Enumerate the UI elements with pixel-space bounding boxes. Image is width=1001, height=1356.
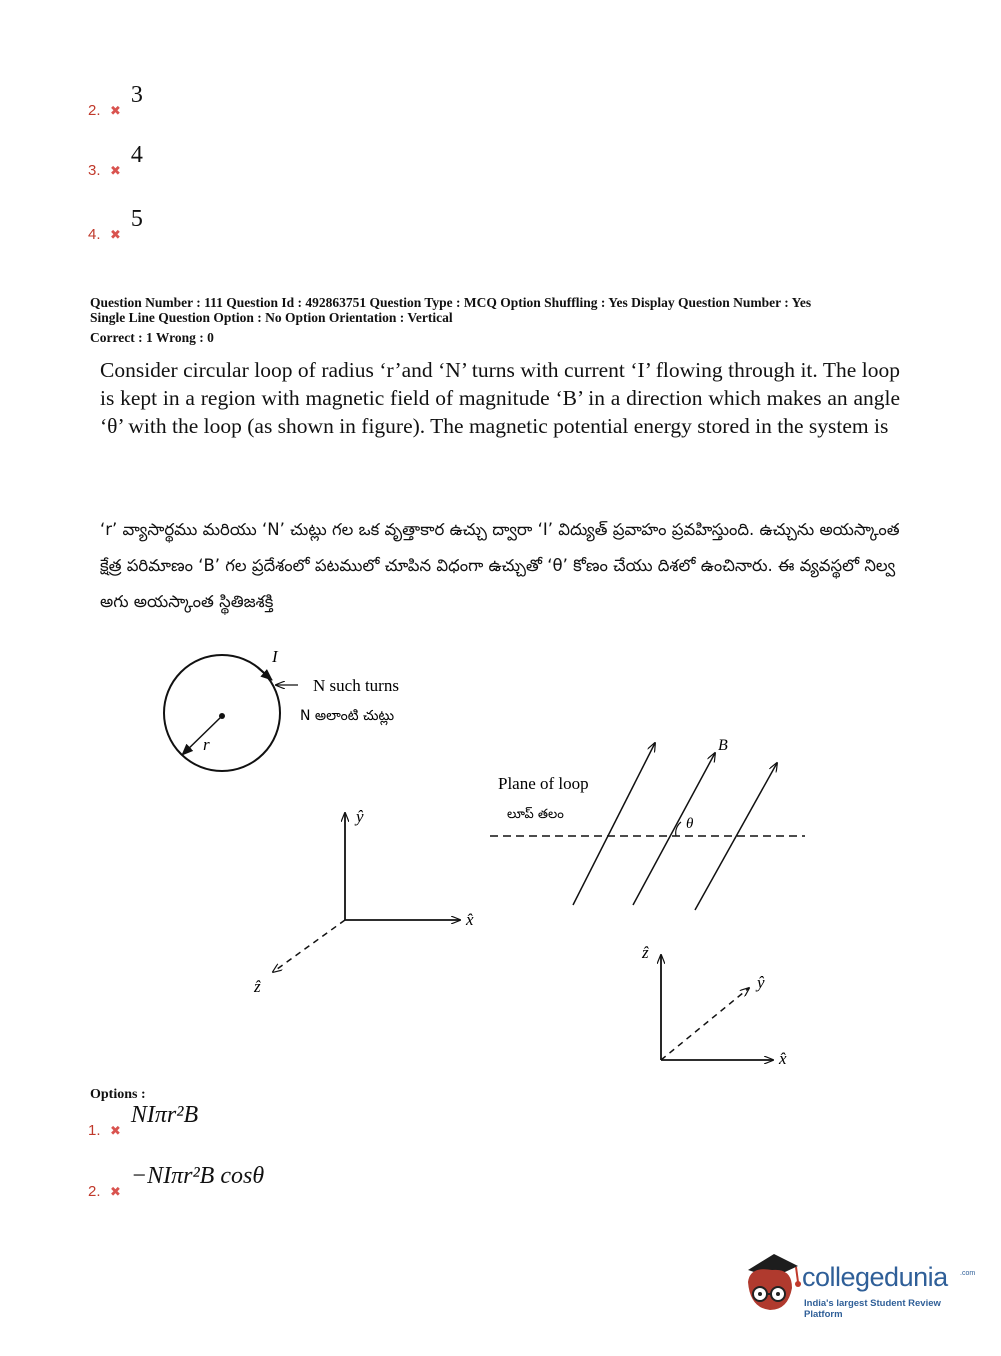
option-number: 3. [88,162,101,179]
wrong-cross-icon: ✖ [110,164,121,179]
question-meta-line2: Single Line Question Option : No Option Orientation : Vertical [90,310,453,325]
option-text: 4 [130,142,143,168]
option-2[interactable] [88,1163,265,1200]
logo-suffix: .com [960,1270,976,1277]
wrong-cross-icon: ✖ [110,228,121,243]
right-axes [641,943,787,1068]
question-meta-line1: Question Number : 111 Question Id : 492863751 Question Type : MCQ Option Shuffling : Yes Display Question Number : Yes [90,295,812,310]
z2-axis-label: ẑ [642,943,649,962]
options-label: Options : [90,1087,146,1102]
question-text-telugu: ‘r’ వ్యాసార్థము మరియు ‘N’ చుట్లు గల ఒక వృత్తాకార ఉచ్చు ద్వారా ‘I’ విద్యుత్ ప్రవాహం ప్రవహిస్తుంది. ఉచ్చును అయస్కాంత క్షేత్ర పరిమాణం ‘B’ గల ప్రదేశంలో పటములో చూపిన విధంగా ఉచ్చుతో ‘θ’ కోణం చేయు దిశలో ఉంచినారు. ఈ వ్యవస్థలో నిల్వ అగు అయస్కాంత స్థితిజశక్తి [100,520,900,611]
field-line [633,753,715,905]
wrong-cross-icon: ✖ [110,1185,121,1200]
option-text: 3 [130,82,143,108]
y2-axis-label: ŷ [757,973,765,992]
collegedunia-logo [740,1248,976,1320]
question-score: Correct : 1 Wrong : 0 [90,330,214,345]
y-axis-label: ŷ [356,807,364,826]
option-text: −NIπr²B cosθ [130,1163,265,1189]
wrong-cross-icon: ✖ [110,104,121,119]
question-text-english: Consider circular loop of radius ‘r’and ‘N’ turns with current ‘I’ flowing through it. The loop is kept in a region with magnetic field of magnitude ‘B’ in a direction which makes an angle ‘θ’ with the loop (as shown in figure). The magnetic potential energy stored in the system is [100,358,900,438]
logo-tagline: India's largest Student Review Platform [804,1298,941,1320]
field-diagram [490,737,805,910]
option-1[interactable] [88,1102,199,1139]
radius-label: r [203,735,210,754]
option-number: 4. [88,226,101,243]
field-label: B [718,737,728,754]
left-axes [253,807,474,996]
x2-axis-label: x̂ [779,1049,787,1068]
current-loop [164,647,399,771]
radius-line [182,716,222,755]
field-line [573,743,655,905]
option-number: 2. [88,1183,101,1200]
plane-label-telugu: లూప్ తలం [507,807,564,822]
option-number: 2. [88,102,101,119]
x-axis-label: x̂ [466,910,474,929]
y-axis-2 [661,988,749,1060]
current-label: I [272,647,278,666]
wrong-cross-icon: ✖ [110,1124,121,1139]
turns-label-telugu: N అలాంటి చుట్లు [300,708,395,724]
z-axis-label: ẑ [254,977,261,996]
logo-wordmark: collegedunia [802,1262,948,1292]
option-text: NIπr²B [130,1102,199,1128]
turns-label-english: N such turns [313,676,399,695]
plane-label-english: Plane of loop [498,774,589,793]
current-direction-arrow [258,668,272,680]
mascot-icon [740,1248,802,1314]
angle-label: θ [686,816,694,832]
z-axis [273,920,345,972]
option-number: 1. [88,1122,101,1139]
option-text: 5 [130,206,143,232]
